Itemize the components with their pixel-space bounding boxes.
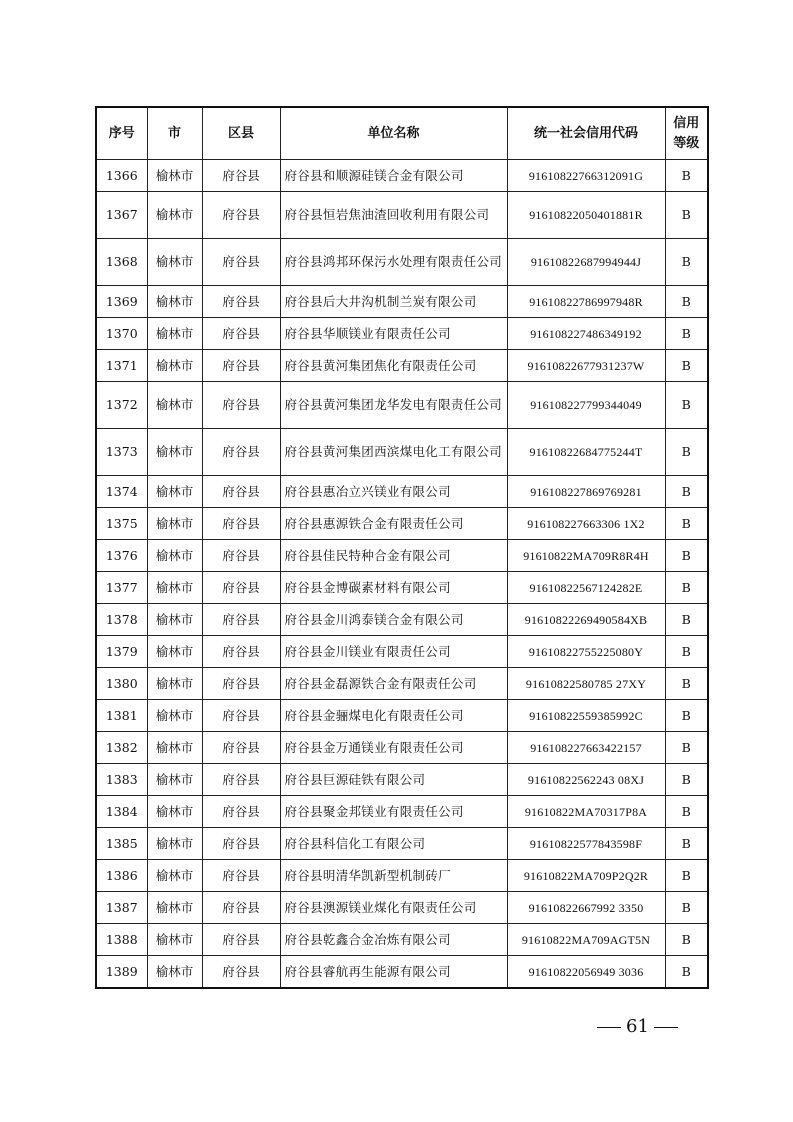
cell-code: 91610822MA70317P8A <box>507 796 665 828</box>
cell-level: B <box>665 796 708 828</box>
cell-county: 府谷县 <box>202 318 280 350</box>
table-row <box>96 604 708 636</box>
cell-county: 府谷县 <box>202 286 280 318</box>
table-row <box>96 540 708 572</box>
cell-level: B <box>665 286 708 318</box>
cell-seq: 1375 <box>96 508 147 540</box>
cell-code: 91610822MA709R8R4H <box>507 540 665 572</box>
cell-county: 府谷县 <box>202 476 280 508</box>
cell-county: 府谷县 <box>202 764 280 796</box>
cell-name: 府谷县和顺源硅镁合金有限公司 <box>280 160 507 192</box>
cell-level: B <box>665 892 708 924</box>
cell-code: 916108227663422157 <box>507 732 665 764</box>
cell-seq: 1379 <box>96 636 147 668</box>
cell-name: 府谷县华顺镁业有限责任公司 <box>280 318 507 350</box>
cell-city: 榆林市 <box>147 668 202 700</box>
cell-code: 91610822MA709AGT5N <box>507 924 665 956</box>
header-level-line2: 等级 <box>673 135 700 151</box>
cell-name: 府谷县乾鑫合金冶炼有限公司 <box>280 924 507 956</box>
cell-county: 府谷县 <box>202 429 280 476</box>
cell-name: 府谷县鸿邦环保污水处理有限责任公司 <box>280 239 507 286</box>
cell-level: B <box>665 476 708 508</box>
cell-county: 府谷县 <box>202 956 280 989</box>
cell-code: 91610822766312091G <box>507 160 665 192</box>
cell-city: 榆林市 <box>147 318 202 350</box>
cell-seq: 1382 <box>96 732 147 764</box>
cell-seq: 1383 <box>96 764 147 796</box>
cell-seq: 1381 <box>96 700 147 732</box>
page-dash-left <box>597 1027 621 1028</box>
cell-code: 91610822559385992C <box>507 700 665 732</box>
cell-county: 府谷县 <box>202 892 280 924</box>
cell-county: 府谷县 <box>202 668 280 700</box>
cell-seq: 1366 <box>96 160 147 192</box>
cell-county: 府谷县 <box>202 636 280 668</box>
page-number-value: 61 <box>626 1016 649 1037</box>
cell-name: 府谷县巨源硅铁有限公司 <box>280 764 507 796</box>
cell-code: 91610822580785 27XY <box>507 668 665 700</box>
cell-level: B <box>665 700 708 732</box>
cell-level: B <box>665 192 708 239</box>
cell-city: 榆林市 <box>147 892 202 924</box>
table-row <box>96 636 708 668</box>
cell-name: 府谷县金磊源铁合金有限责任公司 <box>280 668 507 700</box>
cell-city: 榆林市 <box>147 636 202 668</box>
header-name: 单位名称 <box>280 107 507 160</box>
cell-seq: 1374 <box>96 476 147 508</box>
cell-seq: 1369 <box>96 286 147 318</box>
cell-name: 府谷县黄河集团龙华发电有限责任公司 <box>280 382 507 429</box>
cell-county: 府谷县 <box>202 572 280 604</box>
cell-level: B <box>665 382 708 429</box>
cell-seq: 1387 <box>96 892 147 924</box>
cell-county: 府谷县 <box>202 796 280 828</box>
page-dash-right <box>654 1027 678 1028</box>
cell-level: B <box>665 508 708 540</box>
cell-name: 府谷县黄河集团焦化有限责任公司 <box>280 350 507 382</box>
cell-code: 91610822755225080Y <box>507 636 665 668</box>
cell-county: 府谷县 <box>202 860 280 892</box>
cell-county: 府谷县 <box>202 508 280 540</box>
cell-city: 榆林市 <box>147 160 202 192</box>
cell-city: 榆林市 <box>147 239 202 286</box>
cell-seq: 1389 <box>96 956 147 989</box>
cell-level: B <box>665 239 708 286</box>
cell-seq: 1384 <box>96 796 147 828</box>
table-row <box>96 508 708 540</box>
cell-city: 榆林市 <box>147 700 202 732</box>
table-row <box>96 318 708 350</box>
cell-code: 91610822MA709P2Q2R <box>507 860 665 892</box>
cell-city: 榆林市 <box>147 604 202 636</box>
cell-city: 榆林市 <box>147 924 202 956</box>
table-row <box>96 860 708 892</box>
cell-city: 榆林市 <box>147 508 202 540</box>
cell-level: B <box>665 828 708 860</box>
cell-city: 榆林市 <box>147 828 202 860</box>
cell-name: 府谷县澳源镁业煤化有限责任公司 <box>280 892 507 924</box>
cell-city: 榆林市 <box>147 572 202 604</box>
cell-city: 榆林市 <box>147 860 202 892</box>
cell-seq: 1368 <box>96 239 147 286</box>
cell-seq: 1386 <box>96 860 147 892</box>
cell-name: 府谷县黄河集团西滨煤电化工有限公司 <box>280 429 507 476</box>
cell-level: B <box>665 732 708 764</box>
table-row <box>96 476 708 508</box>
cell-seq: 1378 <box>96 604 147 636</box>
cell-code: 91610822786997948R <box>507 286 665 318</box>
header-level-line1: 信用 <box>673 115 700 131</box>
cell-code: 91610822577843598F <box>507 828 665 860</box>
cell-level: B <box>665 572 708 604</box>
header-level <box>665 107 708 160</box>
cell-city: 榆林市 <box>147 796 202 828</box>
cell-seq: 1385 <box>96 828 147 860</box>
cell-level: B <box>665 668 708 700</box>
cell-name: 府谷县明清华凯新型机制砖厂 <box>280 860 507 892</box>
cell-seq: 1376 <box>96 540 147 572</box>
table-row <box>96 429 708 476</box>
cell-name: 府谷县聚金邦镁业有限责任公司 <box>280 796 507 828</box>
header-county: 区县 <box>202 107 280 160</box>
cell-code: 916108227663306 1X2 <box>507 508 665 540</box>
header-seq: 序号 <box>96 107 147 160</box>
cell-county: 府谷县 <box>202 192 280 239</box>
table-body <box>96 160 708 989</box>
cell-code: 91610822667992 3350 <box>507 892 665 924</box>
cell-level: B <box>665 636 708 668</box>
cell-name: 府谷县金博碳素材料有限公司 <box>280 572 507 604</box>
cell-name: 府谷县恒岩焦油渣回收利用有限公司 <box>280 192 507 239</box>
cell-level: B <box>665 160 708 192</box>
cell-code: 91610822056949 3036 <box>507 956 665 989</box>
table-row <box>96 956 708 989</box>
cell-name: 府谷县后大井沟机制兰炭有限公司 <box>280 286 507 318</box>
cell-county: 府谷县 <box>202 160 280 192</box>
cell-seq: 1373 <box>96 429 147 476</box>
cell-county: 府谷县 <box>202 828 280 860</box>
credit-rating-table <box>95 106 709 989</box>
cell-level: B <box>665 764 708 796</box>
cell-code: 91610822562243 08XJ <box>507 764 665 796</box>
table-row <box>96 764 708 796</box>
cell-code: 91610822687994944J <box>507 239 665 286</box>
table-row <box>96 828 708 860</box>
cell-code: 91610822269490584XB <box>507 604 665 636</box>
table-row <box>96 160 708 192</box>
cell-city: 榆林市 <box>147 764 202 796</box>
cell-city: 榆林市 <box>147 286 202 318</box>
cell-name: 府谷县睿航再生能源有限公司 <box>280 956 507 989</box>
cell-name: 府谷县佳民特种合金有限公司 <box>280 540 507 572</box>
cell-level: B <box>665 604 708 636</box>
cell-city: 榆林市 <box>147 382 202 429</box>
cell-county: 府谷县 <box>202 350 280 382</box>
cell-county: 府谷县 <box>202 732 280 764</box>
cell-code: 91610822567124282E <box>507 572 665 604</box>
cell-level: B <box>665 540 708 572</box>
cell-level: B <box>665 956 708 989</box>
table-row <box>96 382 708 429</box>
cell-city: 榆林市 <box>147 429 202 476</box>
table-header <box>96 107 708 160</box>
table-row <box>96 668 708 700</box>
cell-seq: 1370 <box>96 318 147 350</box>
cell-code: 91610822684775244T <box>507 429 665 476</box>
cell-code: 916108227486349192 <box>507 318 665 350</box>
cell-city: 榆林市 <box>147 192 202 239</box>
table-row <box>96 892 708 924</box>
cell-name: 府谷县金万通镁业有限责任公司 <box>280 732 507 764</box>
cell-name: 府谷县金骊煤电化有限责任公司 <box>280 700 507 732</box>
cell-level: B <box>665 350 708 382</box>
cell-county: 府谷县 <box>202 700 280 732</box>
cell-level: B <box>665 924 708 956</box>
table-row <box>96 239 708 286</box>
cell-name: 府谷县科信化工有限公司 <box>280 828 507 860</box>
cell-seq: 1367 <box>96 192 147 239</box>
cell-county: 府谷县 <box>202 239 280 286</box>
cell-seq: 1371 <box>96 350 147 382</box>
table-row <box>96 732 708 764</box>
cell-city: 榆林市 <box>147 476 202 508</box>
cell-county: 府谷县 <box>202 924 280 956</box>
table-row <box>96 796 708 828</box>
table-row <box>96 192 708 239</box>
table-row <box>96 350 708 382</box>
cell-seq: 1388 <box>96 924 147 956</box>
cell-county: 府谷县 <box>202 540 280 572</box>
cell-city: 榆林市 <box>147 540 202 572</box>
cell-seq: 1377 <box>96 572 147 604</box>
cell-county: 府谷县 <box>202 382 280 429</box>
cell-seq: 1380 <box>96 668 147 700</box>
page-number <box>592 1016 683 1037</box>
cell-level: B <box>665 860 708 892</box>
header-city: 市 <box>147 107 202 160</box>
cell-level: B <box>665 318 708 350</box>
cell-seq: 1372 <box>96 382 147 429</box>
cell-name: 府谷县惠源铁合金有限责任公司 <box>280 508 507 540</box>
cell-city: 榆林市 <box>147 732 202 764</box>
header-code: 统一社会信用代码 <box>507 107 665 160</box>
cell-city: 榆林市 <box>147 350 202 382</box>
cell-name: 府谷县金川鸿泰镁合金有限公司 <box>280 604 507 636</box>
cell-level: B <box>665 429 708 476</box>
cell-name: 府谷县金川镁业有限责任公司 <box>280 636 507 668</box>
cell-code: 916108227799344049 <box>507 382 665 429</box>
cell-city: 榆林市 <box>147 956 202 989</box>
table-row <box>96 700 708 732</box>
cell-code: 916108227869769281 <box>507 476 665 508</box>
table-row <box>96 572 708 604</box>
table-row <box>96 924 708 956</box>
cell-code: 91610822050401881R <box>507 192 665 239</box>
cell-code: 91610822677931237W <box>507 350 665 382</box>
table-row <box>96 286 708 318</box>
cell-name: 府谷县惠冶立兴镁业有限公司 <box>280 476 507 508</box>
cell-county: 府谷县 <box>202 604 280 636</box>
